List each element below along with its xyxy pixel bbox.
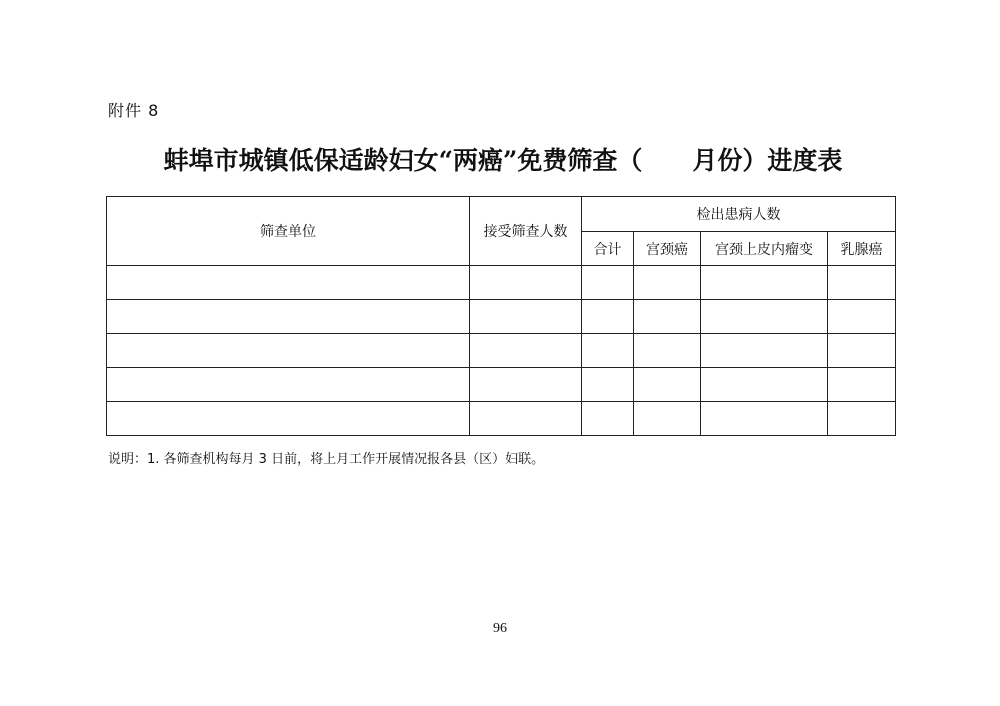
table-header-row xyxy=(107,197,896,232)
table-row xyxy=(107,334,896,368)
table-cell[interactable] xyxy=(582,266,634,300)
table-cell[interactable] xyxy=(107,334,470,368)
table-cell[interactable] xyxy=(470,266,582,300)
table-cell[interactable] xyxy=(828,266,896,300)
table-row xyxy=(107,266,896,300)
table-cell[interactable] xyxy=(107,266,470,300)
page-number: 96 xyxy=(493,621,507,636)
progress-table xyxy=(106,196,896,436)
header-breast-cancer: 乳腺癌 xyxy=(828,232,896,266)
table-cell[interactable] xyxy=(701,300,828,334)
table-row xyxy=(107,402,896,436)
table-cell[interactable] xyxy=(828,402,896,436)
header-total: 合计 xyxy=(582,232,634,266)
table-cell[interactable] xyxy=(701,266,828,300)
header-screened-count: 接受筛查人数 xyxy=(470,197,582,266)
attachment-label: 附件 8 xyxy=(108,101,160,120)
table-cell[interactable] xyxy=(828,368,896,402)
table-cell[interactable] xyxy=(701,368,828,402)
table-cell[interactable] xyxy=(470,368,582,402)
header-cin: 宫颈上皮内瘤变 xyxy=(701,232,828,266)
document-title: 蚌埠市城镇低保适龄妇女“两癌”免费筛查（ 月份）进度表 xyxy=(163,146,843,175)
table-cell[interactable] xyxy=(582,300,634,334)
table-cell[interactable] xyxy=(107,300,470,334)
table-cell[interactable] xyxy=(634,334,701,368)
table-cell[interactable] xyxy=(107,402,470,436)
header-cervical-cancer: 宫颈癌 xyxy=(634,232,701,266)
table-cell[interactable] xyxy=(634,368,701,402)
table-cell[interactable] xyxy=(828,334,896,368)
table-cell[interactable] xyxy=(634,300,701,334)
table-cell[interactable] xyxy=(470,300,582,334)
table-cell[interactable] xyxy=(107,368,470,402)
table-cell[interactable] xyxy=(701,334,828,368)
table-cell[interactable] xyxy=(634,266,701,300)
table-cell[interactable] xyxy=(470,334,582,368)
table-cell[interactable] xyxy=(828,300,896,334)
explanatory-note: 说明：1. 各筛查机构每月 3 日前，将上月工作开展情况报各县（区）妇联。 xyxy=(108,452,545,467)
table-cell[interactable] xyxy=(701,402,828,436)
table-cell[interactable] xyxy=(470,402,582,436)
table-row xyxy=(107,368,896,402)
header-detected-count: 检出患病人数 xyxy=(582,197,896,232)
table-cell[interactable] xyxy=(582,402,634,436)
table-cell[interactable] xyxy=(582,368,634,402)
header-screening-unit: 筛查单位 xyxy=(107,197,470,266)
table-cell[interactable] xyxy=(634,402,701,436)
table-cell[interactable] xyxy=(582,334,634,368)
table-row xyxy=(107,300,896,334)
